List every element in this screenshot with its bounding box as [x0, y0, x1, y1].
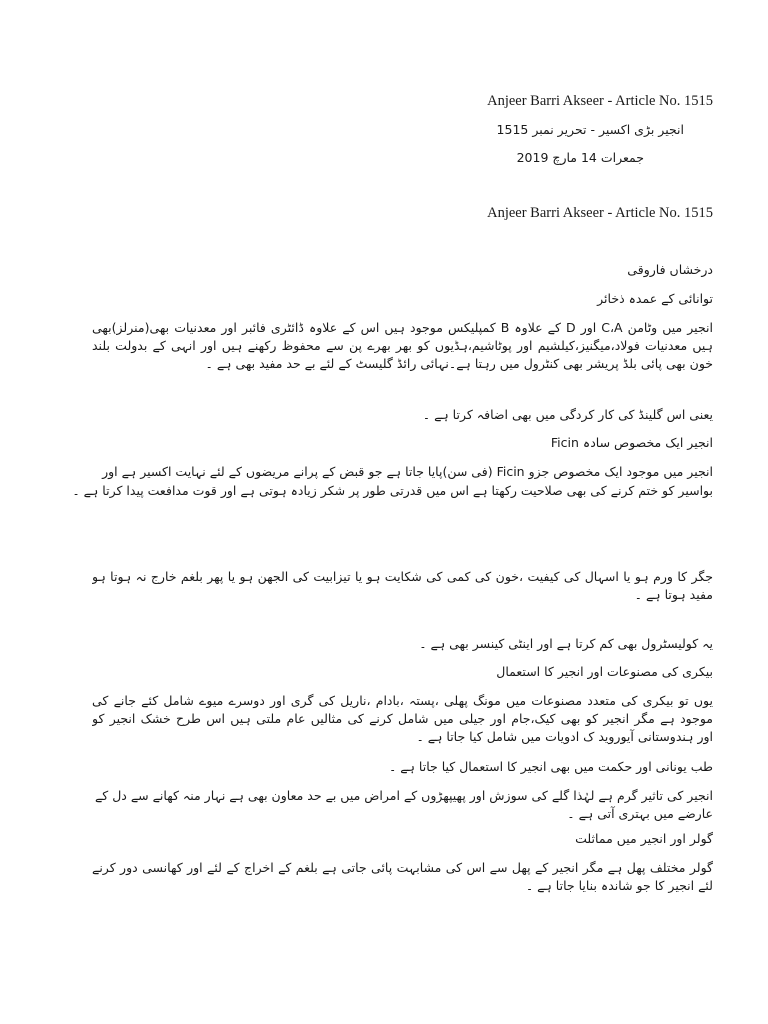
header-title-ur: انجیر بڑی اکسیر - تحریر نمبر 1515	[496, 122, 684, 137]
paragraph-line: لئے انجیر کا جو شاندہ بنایا جاتا ہے ۔	[525, 878, 713, 893]
paragraph-line: اور ہندوستانی آیوروید ک ادویات میں شامل کیا جاتا ہے ۔	[416, 729, 713, 744]
paragraph-line: یعنی اس گلینڈ کی کار کردگی میں بھی اضافہ کرتا ہے ۔	[422, 407, 713, 422]
paragraph-line: گولر مختلف پھل ہے مگر انجیر کے پھل سے اس کی مشابہت پائی جاتی ہے بلغم کے اخراج کے لئے اور کھانسی دور کرنے	[92, 860, 713, 875]
author-name: درخشاں فاروقی	[627, 262, 713, 277]
paragraph-line: موجود ہے مگر انجیر کو بھی کیک،جام اور جیلی میں شامل کرنے کی مثالیں عام ملتی ہیں اس طرح خشک انجیر کو	[92, 711, 713, 726]
paragraph-line: انجیر کی تاثیر گرم ہے لہٰذا گلے کی سوزش اور پھیپھڑوں کے امراض میں بے حد معاون بھی ہے نہار منہ کھانے سے دل کے	[94, 788, 713, 803]
section-heading: توانائی کے عمدہ ذخائر	[597, 291, 713, 306]
paragraph-line: جگر کا ورم ہو یا اسہال کی کیفیت ،خون کی کمی کی شکایت ہو یا تیزابیت کی الجھن ہو یا پھر بلغم خارج نہ ہوتا ہو	[92, 569, 713, 584]
section-heading: انجیر ایک مخصوص سادہ Ficin	[550, 435, 713, 450]
section-heading: بیکری کی مصنوعات اور انجیر کا استعمال	[496, 664, 713, 679]
paragraph-line: یہ کولیسٹرول بھی کم کرتا ہے اور اینٹی کینسر بھی ہے ۔	[419, 636, 713, 651]
paragraph-line: ہیں معدنیات فولاد،میگنیز،کیلشیم اور پوٹاشیم،ہڈیوں کو بھر بھرے پن سے محفوظ رکھنے ہیں اور انہی کے بدولت بلند	[92, 338, 713, 353]
paragraph-line: عارضے میں بہتری آتی ہے ۔	[567, 806, 713, 821]
header-title-en: Anjeer Barri Akseer - Article No. 1515	[487, 93, 713, 109]
header-date: جمعرات 14 مارچ 2019	[516, 150, 644, 165]
section-heading: گولر اور انجیر میں مماثلت	[575, 831, 713, 846]
paragraph-line: خون بھی پائی بلڈ پریشر بھی کنٹرول میں رہتا ہے۔نہائی رائڈ گلیسٹ کے لئے بے حد مفید بھی ہے ۔	[205, 356, 713, 371]
paragraph-line: یوں تو بیکری کی متعدد مصنوعات میں مونگ پھلی ،پستہ ،بادام ،ناریل کی گری اور دوسرے میوے شامل کئے جانے کی	[92, 693, 713, 708]
paragraph-line: مفید ہوتا ہے ۔	[634, 587, 713, 602]
paragraph-line: طب یونانی اور حکمت میں بھی انجیر کا استعمال کیا جاتا ہے ۔	[389, 759, 713, 774]
paragraph-line: بواسیر کو ختم کرنے کی بھی صلاحیت رکھتا ہے اس میں قدرتی طور پر شکر زیادہ ہوتی ہے اور قوت مدافعت پیدا کرتا ہے ۔	[72, 483, 713, 498]
paragraph-line: انجیر میں وٹامن C،A اور D کے علاوہ B کمپلیکس موجود ہیں اس کے علاوہ ڈائٹری فائبر اور معدنیات بھی(منرلز)بھی	[92, 320, 713, 335]
subheader-title-en: Anjeer Barri Akseer - Article No. 1515	[487, 205, 713, 221]
paragraph-line: انجیر میں موجود ایک مخصوص جزو Ficin (فی سن)پایا جاتا ہے جو قبض کے پرانے مریضوں کے لئے نہایت اکسیر ہے اور	[102, 464, 713, 479]
